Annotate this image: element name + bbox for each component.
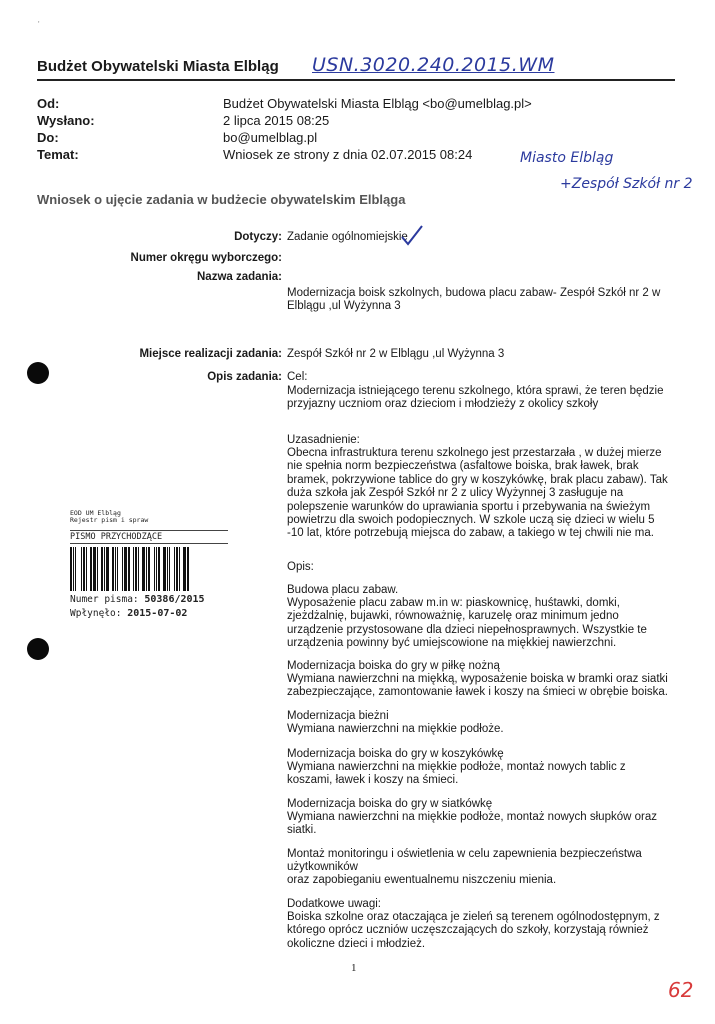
barcode-bar [133,547,134,591]
barcode-bar [181,547,182,591]
field-dotyczy-value: Zadanie ogólnomiejskie [287,231,408,243]
barcode-bar [90,547,92,591]
meta-subject-label: Temat: [37,147,79,162]
barcode-bar [122,547,123,591]
barcode-bar [169,547,170,591]
scan-speck: ' [38,20,40,29]
barcode-bar [135,547,137,591]
meta-from-value: Budżet Obywatelski Miasta Elbląg <bo@umelblag.pl> [223,96,532,111]
barcode-bar [70,547,72,591]
barcode-bar [151,547,153,591]
barcode-bar [112,547,114,591]
header-divider [37,79,675,81]
barcode-bar [142,547,145,591]
barcode-bar [131,547,132,591]
barcode-bar [140,547,141,591]
pilka-heading: Modernizacja boiska do gry w piłkę nożną [287,660,500,672]
plac-heading: Budowa placu zabaw. [287,584,399,596]
barcode-bar [77,547,80,591]
barcode-bar [158,547,160,591]
stamp-date-value: 2015-07-02 [127,608,188,619]
barcode-bar [183,547,186,591]
handwritten-sheet-number: 62 [668,978,694,1002]
siatk-text: Wymiana nawierzchni na miękkie podłoże, montaż nowych słupków oraz siatki. [287,811,657,837]
field-dotyczy-label: Dotyczy: [234,231,282,243]
barcode-bar [161,547,162,591]
barcode-bar [163,547,166,591]
barcode-bar [99,547,100,591]
meta-to-label: Do: [37,130,59,145]
barcode-bar [88,547,89,591]
opis-opis-heading: Opis: [287,561,314,573]
opis-uzasadnienie-text: Obecna infrastruktura terenu szkolnego jest przestarzała , w dużej mierze nie spełnia norm bezpieczeństwa (asfaltowe boiska, brak ławek, brak bramek, pokrzywione tablice do gry w koszykówkę, brak placu zabaw). Tak duża szkoła jak Zespół Szkół nr 2 z ulicy Wyżynnej 3 zasługuje na polepszenie warunków do uprawiania sportu i przebywania na świeżym powietrzu dla swoich podopiecznych. W szkole uczą się dzieci w wielu 5 -10 lat, które potrzebują miejsca do zabaw, a takiego w tej chwili nie ma. [287,447,668,540]
stamp-office: EOD UM Elbląg [70,509,121,517]
barcode-bar [174,547,175,591]
barcode-bar [128,547,130,591]
barcode-bar [167,547,168,591]
barcode-bar [154,547,155,591]
monitoring-line1: Montaż monitoringu i oświetlenia w celu zapewnienia bezpieczeństwa użytkowników [287,848,642,874]
biezni-text: Wymiana nawierzchni na miękkie podłoże. [287,723,504,735]
handwritten-note-city: Miasto Elbląg [520,150,614,166]
barcode [70,547,228,591]
opis-cel-heading: Cel: [287,371,308,383]
handwritten-note-school: +Zespół Szkół nr 2 [560,176,693,192]
uwagi-heading: Dodatkowe uwagi: [287,898,381,910]
meta-sent-value: 2 lipca 2015 08:25 [223,113,330,128]
page-number: 1 [351,962,357,974]
barcode-bar [83,547,85,591]
punch-hole-bottom [27,638,49,660]
meta-to-value: bo@umelblag.pl [223,130,318,145]
barcode-bar [171,547,173,591]
meta-sent-label: Wysłano: [37,113,95,128]
barcode-bar [106,547,109,591]
siatk-heading: Modernizacja boiska do gry w siatkówkę [287,798,493,810]
meta-from-label: Od: [37,96,60,111]
punch-hole-top [27,362,49,384]
barcode-bar [148,547,150,591]
form-title: Wniosek o ujęcie zadania w budżecie obywatelskim Elbląga [37,192,406,207]
barcode-bar [86,547,87,591]
field-miejsce-label: Miejsce realizacji zadania: [139,348,282,360]
uwagi-text: Boiska szkolne oraz otaczająca je zieleń są terenem ogólnodostępnym, z którego oprócz uczniów uczęszczających do szkoły, korzystają również okoliczne dzieci i młodzież. [287,911,660,950]
barcode-bar [176,547,178,591]
monitoring-line2: oraz zapobieganiu ewentualnemu niszczeniu mienia. [287,874,557,886]
barcode-bar [93,547,96,591]
barcode-bar [81,547,82,591]
stamp-registry: Rejestr pism i spraw [70,516,149,524]
handwritten-reference-number: USN.3020.240.2015.WM [312,54,555,76]
stamp-kind: PISMO PRZYCHODZĄCE [70,530,228,544]
barcode-bar [119,547,121,591]
opis-cel-text: Modernizacja istniejącego terenu szkolnego, która sprawi, że teren będzie przyjazny uczniom oraz dzieciom i młodzieży z okolicy szkoły [287,385,664,411]
meta-subject-value: Wniosek ze strony z dnia 02.07.2015 08:24 [223,147,473,162]
barcode-bar [187,547,189,591]
barcode-bar [73,547,74,591]
field-nazwa-value: Modernizacja boisk szkolnych, budowa placu zabaw- Zespół Szkół nr 2 w Elblągu ,ul Wyżynna 3 [287,287,661,313]
barcode-bar [97,547,98,591]
barcode-bar [117,547,118,591]
pilka-text: Wymiana nawierzchni na miękką, wyposażenie boiska w bramki oraz siatki zabezpieczające, zamontowanie ławek i koszy na śmieci w obrębie boiska. [287,673,668,699]
barcode-bar [75,547,76,591]
checkmark-icon [400,224,424,246]
barcode-bar [104,547,105,591]
field-okreg-label: Numer okręgu wyborczego: [130,252,282,264]
barcode-bar [124,547,127,591]
opis-uzasadnienie-heading: Uzasadnienie: [287,434,360,446]
kosz-text: Wymiana nawierzchni na miękkie podłoże, montaż nowych tablic z koszami, ławek i koszy na śmieci. [287,761,626,787]
registry-stamp [70,510,228,619]
barcode-bar [146,547,147,591]
kosz-heading: Modernizacja boiska do gry w koszykówkę [287,748,504,760]
biezni-heading: Modernizacja bieżni [287,710,389,722]
barcode-bar [179,547,180,591]
document-header-title: Budżet Obywatelski Miasta Elbląg [37,58,279,75]
plac-text: Wyposażenie placu zabaw m.in w: piaskownicę, huśtawki, domki, zjeżdżalnię, bujawki, równoważnię, karuzelę oraz minimum jedno urządzenie przystosowane dla dzieci niepełnosprawnych. Wszystkie te urządzenia powinny być umiejscowione na miękkiej nawierzchni. [287,597,647,650]
barcode-bar [156,547,157,591]
field-nazwa-label: Nazwa zadania: [197,271,282,283]
stamp-number-label: Numer pisma: [70,594,139,605]
stamp-number-value: 50386/2015 [144,594,205,605]
barcode-bar [110,547,111,591]
barcode-bar [101,547,103,591]
barcode-bar [115,547,116,591]
barcode-bar [138,547,139,591]
field-miejsce-value: Zespół Szkół nr 2 w Elblągu ,ul Wyżynna 3 [287,348,505,360]
stamp-date-label: Wpłynęło: [70,608,122,619]
field-opis-label: Opis zadania: [207,371,282,383]
